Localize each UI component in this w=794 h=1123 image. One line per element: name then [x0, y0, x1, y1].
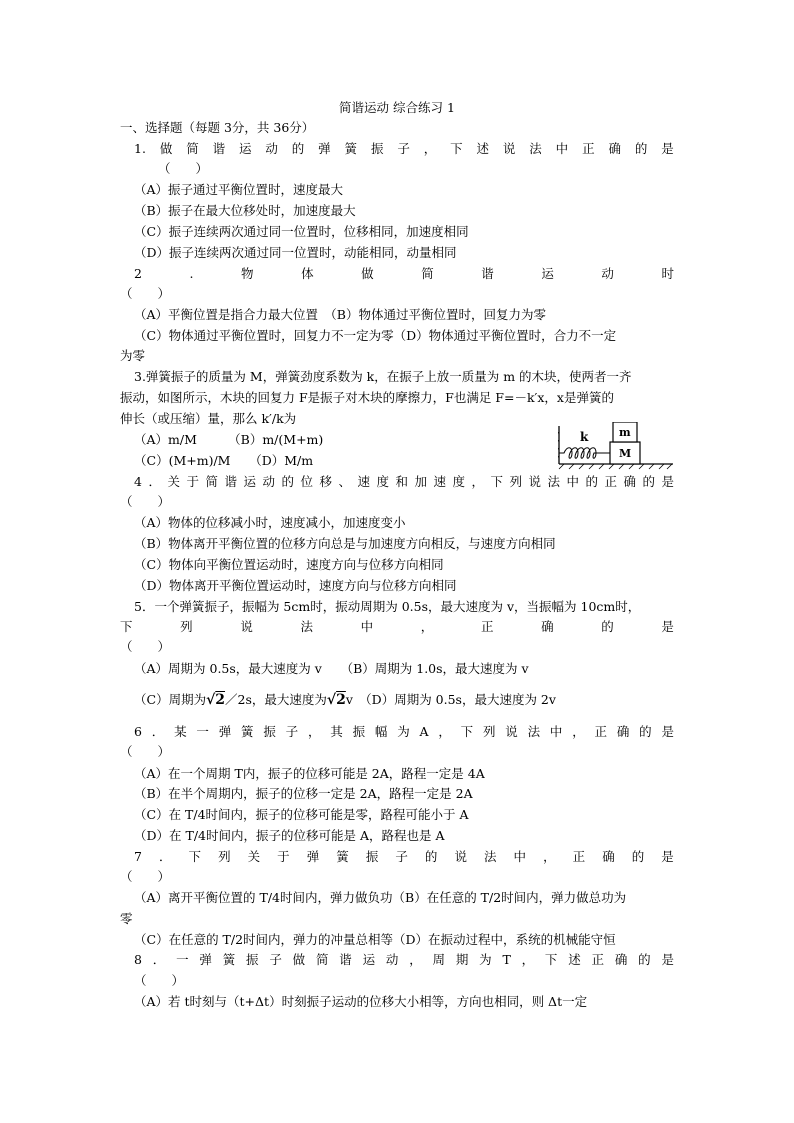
answer-bracket: （ ） [120, 286, 171, 301]
stem-token: 法 [484, 849, 497, 864]
stem-token: 为 [397, 724, 410, 739]
stem-token: 子 [285, 724, 299, 739]
stem-token: 说 [240, 619, 253, 634]
stem-token: 度 [452, 474, 465, 489]
stem-token: 做 [361, 266, 374, 281]
stem-token: 动 [385, 952, 399, 967]
stem-token: 动 [262, 474, 275, 489]
stem-token: 于 [186, 474, 199, 489]
stem-token: 振 [246, 952, 259, 967]
answer-bracket: （ ） [158, 161, 209, 176]
stem-token: 一 [196, 724, 209, 739]
stem-token: 4 [134, 474, 142, 489]
stem-token: 中 [566, 474, 579, 489]
stem-token: 简 [315, 952, 329, 967]
stem-token: 度 [376, 474, 389, 489]
answer-bracket: （ ） [120, 639, 171, 654]
stem-token: 简 [421, 266, 434, 281]
stem-token: 正 [591, 952, 605, 967]
stem-token: 中 [555, 141, 569, 156]
option-c: （C）在 T/4时间内，振子的位移可能是零，路程可能小于 A [134, 807, 469, 822]
stem-token: 弹 [306, 849, 320, 864]
option-cd-text: v （D）周期为 0.5s，最大速度为 2v [345, 692, 556, 707]
option-c: （C）振子连续两次通过同一位置时，位移相同，加速度相同 [134, 224, 469, 239]
answer-bracket: （ ） [120, 744, 171, 759]
question-3-stem-line-1: 3.弹簧振子的质量为 M，弹簧劲度系数为 k，在振子上放一质量为 m 的木块，使两者一齐 [134, 369, 632, 384]
stem-token: 运 [362, 952, 376, 967]
stem-token: ， [521, 952, 535, 967]
stem-token: 幅 [374, 724, 388, 739]
stem-token: 下 [120, 619, 133, 634]
sqrt-symbol: √2 [326, 692, 346, 708]
answer-bracket: （ ） [120, 494, 171, 509]
stem-token: 2 [134, 266, 142, 281]
stem-token: ， [409, 952, 422, 967]
stem-token: 某 [174, 724, 187, 739]
stem-token: ， [543, 849, 556, 864]
stem-token: 的 [424, 849, 438, 864]
stem-token: 子 [395, 849, 408, 864]
option-d: （D）物体离开平衡位置运动时，速度方向与位移方向相同 [134, 578, 457, 593]
stem-token: ． [152, 952, 166, 967]
stem-token: 做 [292, 952, 306, 967]
stem-token: 下 [544, 952, 558, 967]
question-4-stem [134, 474, 674, 490]
stem-token: 谐 [481, 266, 494, 281]
stem-token: 于 [277, 849, 290, 864]
stem-token: 谐 [212, 141, 226, 156]
stem-token: 简 [205, 474, 218, 489]
question-2-stem [134, 266, 674, 282]
stem-token: 确 [541, 619, 554, 634]
stem-token: 子 [269, 952, 282, 967]
stem-token: 下 [490, 474, 503, 489]
stem-token: 是 [661, 619, 674, 634]
question-5-stem-line-2 [120, 619, 674, 635]
stem-token: 和 [395, 474, 408, 489]
stem-token: 速 [357, 474, 370, 489]
options-cd: （C）物体通过平衡位置时，回复力不一定为零（D）物体通过平衡位置时，合力不一定 [134, 328, 617, 343]
stem-token: 运 [238, 141, 252, 156]
stem-token: 一 [176, 952, 189, 967]
option-d: （D）振子连续两次通过同一位置时，动能相同，动量相同 [134, 245, 457, 260]
stem-token: ， [423, 141, 437, 156]
stem-token: 期 [455, 952, 469, 967]
stem-token: 为 [479, 952, 492, 967]
stem-token: 时 [661, 266, 674, 281]
option-c: （C）物体向平衡位置运动时，速度方向与位移方向相同 [134, 557, 444, 572]
stem-token: 8 [134, 952, 142, 967]
stem-token: 谐 [224, 474, 237, 489]
stem-token: 的 [638, 952, 651, 967]
stem-token: 正 [594, 724, 608, 739]
question-3-stem-line-2: 振动，如图所示，木块的回复力 F是振子对木块的摩擦力，F也满足 F=－k′x，x是弹簧的 [120, 390, 614, 405]
option-b: （B）物体离开平衡位置的位移方向总是与加速度方向相反，与速度方向相同 [134, 536, 556, 551]
stem-token: 运 [243, 474, 256, 489]
stem-token: 的 [585, 474, 598, 489]
stem-token: 列 [482, 724, 496, 739]
stem-token: ． [148, 474, 161, 489]
section-heading: 一、选择题（每题 3分，共 36分） [120, 120, 315, 135]
question-8-stem [134, 952, 674, 968]
stem-token: ． [158, 849, 172, 864]
options-cd [134, 692, 556, 708]
stem-token: 动 [265, 141, 278, 156]
stem-token: 说 [528, 474, 541, 489]
stem-token: 下 [460, 724, 474, 739]
spring-block-diagram [558, 422, 674, 470]
spring-label: k [580, 430, 589, 444]
stem-token: T [502, 952, 511, 967]
stem-token: 法 [547, 474, 560, 489]
stem-token: 简 [186, 141, 199, 156]
stem-token: 的 [634, 141, 648, 156]
stem-token: 体 [301, 266, 314, 281]
stem-token: 正 [604, 474, 617, 489]
stem-token: 的 [291, 141, 305, 156]
option-b: （B）振子在最大位移处时，加速度最大 [134, 203, 356, 218]
options-ab: （A）平衡位置是指合力最大位置 （B）物体通过平衡位置时，回复力为零 [134, 307, 546, 322]
stem-token: 的 [601, 619, 614, 634]
stem-token: 确 [623, 474, 636, 489]
stem-token: 关 [247, 849, 261, 864]
stem-token: 其 [330, 724, 343, 739]
stem-token: 列 [180, 619, 193, 634]
stem-token: ． [151, 724, 165, 739]
options-ab: （A）周期为 0.5s，最大速度为 v （B）周期为 1.0s，最大速度为 v [134, 661, 529, 676]
question-1-stem [134, 141, 674, 157]
stem-token: 周 [432, 952, 446, 967]
stem-token: 簧 [336, 849, 349, 864]
stem-token: 的 [281, 474, 294, 489]
options-ab: （A）m/M （B）m/(M+m) [134, 432, 324, 447]
stem-token: 列 [218, 849, 231, 864]
option-c-text: （C）周期为 [134, 692, 207, 707]
stem-token: ， [572, 724, 585, 739]
option-a: （A）物体的位移减小时，速度减小，加速度变小 [134, 515, 406, 530]
page-title: 简谐运动 综合练习 1 [339, 100, 455, 115]
stem-token: 正 [572, 849, 586, 864]
options-cd: （C）(M+m)/M （D）M/m [134, 453, 314, 468]
stem-token: 的 [642, 474, 655, 489]
stem-token: ， [438, 724, 451, 739]
block-small-m-label: m [619, 426, 631, 439]
stem-token: 正 [480, 619, 494, 634]
stem-token: 做 [159, 141, 173, 156]
stem-token: 中 [513, 849, 527, 864]
stem-token: 是 [661, 849, 674, 864]
stem-token: 确 [602, 849, 615, 864]
stem-token: 速 [433, 474, 446, 489]
stem-token: 是 [661, 952, 674, 967]
options-ab: （A）离开平衡位置的 T/4时间内，弹力做负功（B）在任意的 T/2时间内，弹力做总功为 [134, 890, 627, 905]
option-a: （A）振子通过平衡位置时，速度最大 [134, 182, 344, 197]
stem-token: ， [307, 724, 321, 739]
stem-token: 说 [502, 141, 516, 156]
option-b: （B）在半个周期内，振子的位移一定是 2A，路程一定是 2A [134, 786, 473, 801]
sqrt-radicand: 2 [215, 692, 226, 708]
stem-token: 簧 [241, 724, 254, 739]
stem-token: 正 [582, 141, 595, 156]
answer-bracket: （ ） [134, 973, 185, 988]
stem-token: ， [420, 619, 434, 634]
stem-token: 法 [300, 619, 313, 634]
stem-token: 加 [414, 474, 427, 489]
stem-token: 关 [167, 474, 180, 489]
sqrt-radicand: 2 [336, 692, 346, 708]
stem-token: 振 [370, 141, 384, 156]
stem-token: 振 [263, 724, 276, 739]
question-7-stem [134, 849, 674, 865]
stem-token: 是 [661, 141, 674, 156]
stem-token: 法 [529, 141, 542, 156]
stem-token: 弹 [218, 724, 232, 739]
option-a: （A）在一个周期 T内，振子的位移可能是 2A，路程一定是 4A [134, 766, 485, 781]
option-d: （D）在 T/4时间内，振子的位移可能是 A，路程也是 A [134, 828, 445, 843]
question-6-stem [134, 724, 674, 740]
stem-token: 说 [505, 724, 518, 739]
option-a: （A）若 t时刻与（t+Δt）时刻振子运动的位移大小相等，方向也相同，则 Δt一定 [134, 994, 588, 1009]
stem-token: 弹 [318, 141, 331, 156]
option-c-text: ／2s，最大速度为 [225, 692, 327, 707]
stem-token: 确 [614, 952, 628, 967]
stem-token: 动 [601, 266, 614, 281]
stem-token: 是 [661, 724, 674, 739]
stem-token: 簧 [344, 141, 358, 156]
stem-token: 弹 [199, 952, 212, 967]
sqrt-symbol: √2 [206, 692, 226, 708]
stem-token: 谐 [339, 952, 352, 967]
stem-token: 述 [476, 141, 490, 156]
stem-token: 的 [639, 724, 652, 739]
stem-token: ， [471, 474, 484, 489]
stem-token: A [419, 724, 429, 739]
question-5-stem-line-1: 5．一个弹簧振子，振幅为 5cm时，振动周期为 0.5s，最大速度为 v，当振幅为 10cm时， [134, 599, 641, 614]
stem-token: 振 [352, 724, 366, 739]
stem-token: 1. [134, 141, 146, 156]
stem-token: 移 [319, 474, 332, 489]
stem-token: 运 [541, 266, 554, 281]
stem-token: 、 [338, 474, 351, 489]
spring-coil [559, 448, 610, 459]
stem-token: 法 [527, 724, 541, 739]
stem-token: 簧 [222, 952, 236, 967]
stem-token: 物 [241, 266, 254, 281]
stem-token: 列 [509, 474, 522, 489]
stem-token: 位 [300, 474, 313, 489]
stem-token: 确 [616, 724, 630, 739]
options-ab-continued: 零 [120, 911, 133, 926]
stem-token: 中 [549, 724, 563, 739]
stem-token: 是 [661, 474, 674, 489]
stem-token: 振 [365, 849, 379, 864]
stem-token: 中 [360, 619, 374, 634]
stem-token: 子 [397, 141, 410, 156]
stem-token: 述 [568, 952, 581, 967]
stem-token: 说 [454, 849, 467, 864]
stem-token: . [189, 266, 194, 281]
options-cd-continued: 为零 [120, 348, 146, 363]
floor-hatch [559, 464, 672, 469]
stem-token: 的 [631, 849, 645, 864]
stem-token: 6 [134, 724, 142, 739]
stem-token: 下 [450, 141, 463, 156]
question-3-stem-line-3: 伸长（或压缩）量，那么 k′/k为 [120, 411, 297, 426]
stem-token: 下 [188, 849, 202, 864]
options-cd: （C）在任意的 T/2时间内，弹力的冲量总相等（D）在振动过程中，系统的机械能守恒 [134, 932, 616, 947]
stem-token: 确 [608, 141, 621, 156]
block-big-m-label: M [619, 447, 632, 460]
stem-token: 7 [134, 849, 142, 864]
answer-bracket: （ ） [120, 869, 171, 884]
